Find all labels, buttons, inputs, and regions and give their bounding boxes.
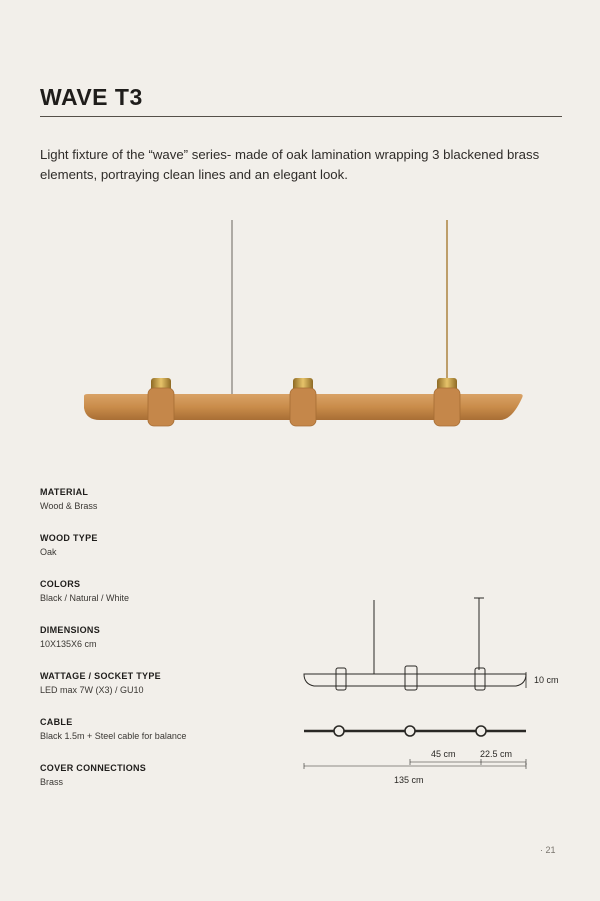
spec-cable: CABLE Black 1.5m + Steel cable for balance bbox=[40, 717, 187, 741]
product-description: Light fixture of the “wave” series- made of oak lamination wrapping 3 blackened brass elements, portraying clean lines and an elegant look. bbox=[40, 147, 540, 182]
spec-list bbox=[40, 487, 280, 809]
spec-wood-type: WOOD TYPE Oak bbox=[40, 533, 98, 557]
product-title: WAVE T3 bbox=[40, 84, 143, 110]
brass-element-3 bbox=[434, 378, 460, 426]
technical-diagram bbox=[290, 590, 580, 800]
length-dimension-label: 135 cm bbox=[394, 775, 424, 785]
spec-dimensions: DIMENSIONS 10X135X6 cm bbox=[40, 625, 101, 649]
title-divider bbox=[40, 116, 562, 117]
spec-wattage: WATTAGE / SOCKET TYPE LED max 7W (X3) / GU10 bbox=[40, 671, 161, 695]
spacing-dimension-label: 45 cm bbox=[431, 749, 456, 759]
brass-element-1 bbox=[148, 378, 174, 426]
end-dimension-label: 22.5 cm bbox=[480, 749, 513, 759]
bar-side-view bbox=[304, 674, 526, 686]
product-illustration bbox=[0, 210, 600, 440]
spec-colors: COLORS Black / Natural / White bbox=[40, 579, 130, 603]
page-number: · 21 bbox=[540, 845, 556, 855]
height-dimension-label: 10 cm bbox=[534, 675, 559, 685]
spec-material: MATERIAL Wood & Brass bbox=[40, 487, 98, 511]
brass-element-2 bbox=[290, 378, 316, 426]
spec-cover-connections: COVER CONNECTIONS Brass bbox=[40, 763, 147, 787]
